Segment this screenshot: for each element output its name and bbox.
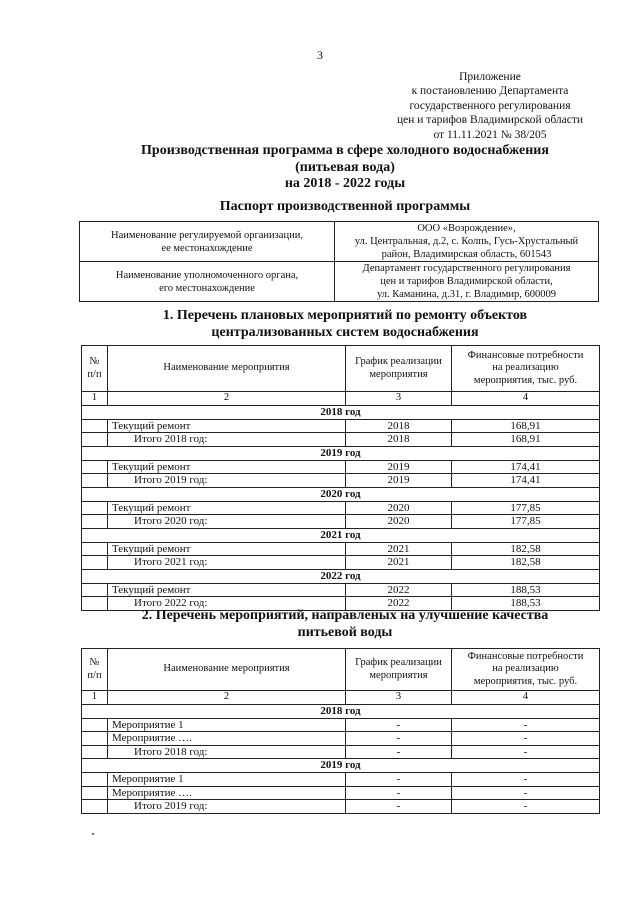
header-cell: Финансовые потребности на реализацию мероприятия, тыс. руб. xyxy=(452,649,600,691)
year-row: 2020 год xyxy=(82,487,600,501)
section2-heading: 2. Перечень мероприятий, направленых на улучшение качества питьевой воды xyxy=(141,608,549,640)
header-cell: График реализации мероприятия xyxy=(346,346,452,392)
appendix-line: Приложение xyxy=(459,71,521,83)
column-number: 3 xyxy=(346,691,452,705)
scan-speck xyxy=(92,833,94,835)
column-number: 1 xyxy=(82,392,108,406)
column-number: 3 xyxy=(346,392,452,406)
table-row: Текущий ремонт 2019 174,41 xyxy=(82,460,600,474)
table-row: Мероприятие 1 - - xyxy=(82,718,600,732)
column-number: 2 xyxy=(108,691,346,705)
column-number: 4 xyxy=(452,392,600,406)
passport-heading: Паспорт производственной программы xyxy=(219,199,471,214)
year-row: 2019 год xyxy=(82,446,600,460)
table-row xyxy=(80,222,599,262)
table-row: Мероприятие …. - - xyxy=(82,732,600,746)
total-row: Итого 2022 год: 2022 188,53 xyxy=(82,597,600,611)
column-number: 1 xyxy=(82,691,108,705)
year-row: 2018 год xyxy=(82,704,600,718)
section1-heading: 1. Перечень плановых мероприятий по ремонту объектов централизованных систем водоснабжения xyxy=(162,308,528,340)
header-cell: Финансовые потребности на реализацию мероприятия, тыс. руб. xyxy=(452,346,600,392)
table-cell: Департамент государственного регулирования цен и тарифов Владимирской области, ул. Каманина, д.31, г. Владимир, 600009 xyxy=(335,262,599,302)
column-number: 2 xyxy=(108,392,346,406)
appendix-line: от 11.11.2021 № 38/205 xyxy=(433,128,547,141)
table-row: Текущий ремонт 2018 168,91 xyxy=(82,419,600,433)
table-cell: ООО «Возрождение», ул. Центральная, д.2, с. Колпь, Гусь-Хрустальный район, Владимирская область, 601543 xyxy=(335,222,599,262)
year-row: 2021 год xyxy=(82,528,600,542)
total-row: Итого 2019 год: 2019 174,41 xyxy=(82,474,600,488)
document-title xyxy=(60,143,630,193)
title-line: на 2018 - 2022 годы xyxy=(284,176,406,191)
table-row xyxy=(80,262,599,302)
table-row: Текущий ремонт 2022 188,53 xyxy=(82,583,600,597)
year-row: 2018 год xyxy=(82,405,600,419)
passport-table xyxy=(79,221,599,302)
total-row: Итого 2019 год: - - xyxy=(82,800,600,814)
table-cell: Наименование регулируемой организации, ее местонахождение xyxy=(80,222,335,262)
total-row: Итого 2018 год: - - xyxy=(82,745,600,759)
total-row: Итого 2018 год: 2018 168,91 xyxy=(82,433,600,447)
year-row: 2019 год xyxy=(82,759,600,773)
table-cell: Наименование уполномоченного органа, его местонахождение xyxy=(80,262,335,302)
header-cell: Наименование мероприятия xyxy=(108,346,346,392)
repairs-table xyxy=(81,345,600,611)
quality-table xyxy=(81,648,600,814)
column-number: 4 xyxy=(452,691,600,705)
year-row: 2022 год xyxy=(82,569,600,583)
total-row: Итого 2020 год: 2020 177,85 xyxy=(82,515,600,529)
table-row: Текущий ремонт 2020 177,85 xyxy=(82,501,600,515)
column-number-row xyxy=(82,392,600,406)
header-cell: № п/п xyxy=(82,649,108,691)
table-row: Мероприятие 1 - - xyxy=(82,773,600,787)
appendix-line: государственного регулирования xyxy=(409,99,571,112)
table-row: Мероприятие …. - - xyxy=(82,786,600,800)
total-row: Итого 2021 год: 2021 182,58 xyxy=(82,556,600,570)
title-line: (питьевая вода) xyxy=(295,159,395,175)
header-cell: График реализации мероприятия xyxy=(346,649,452,691)
header-cell: Наименование мероприятия xyxy=(108,649,346,691)
column-number-row xyxy=(82,691,600,705)
table-row: Текущий ремонт 2021 182,58 xyxy=(82,542,600,556)
title-line: Производственная программа в сфере холодного водоснабжения xyxy=(141,143,549,158)
header-cell: № п/п xyxy=(82,346,108,392)
appendix-block xyxy=(385,70,595,142)
appendix-line: к постановлению Департамента xyxy=(411,85,569,98)
table-header-row xyxy=(82,346,600,392)
table-header-row xyxy=(82,649,600,691)
page-number: 3 xyxy=(317,48,323,62)
appendix-line: цен и тарифов Владимирской области xyxy=(396,114,584,127)
